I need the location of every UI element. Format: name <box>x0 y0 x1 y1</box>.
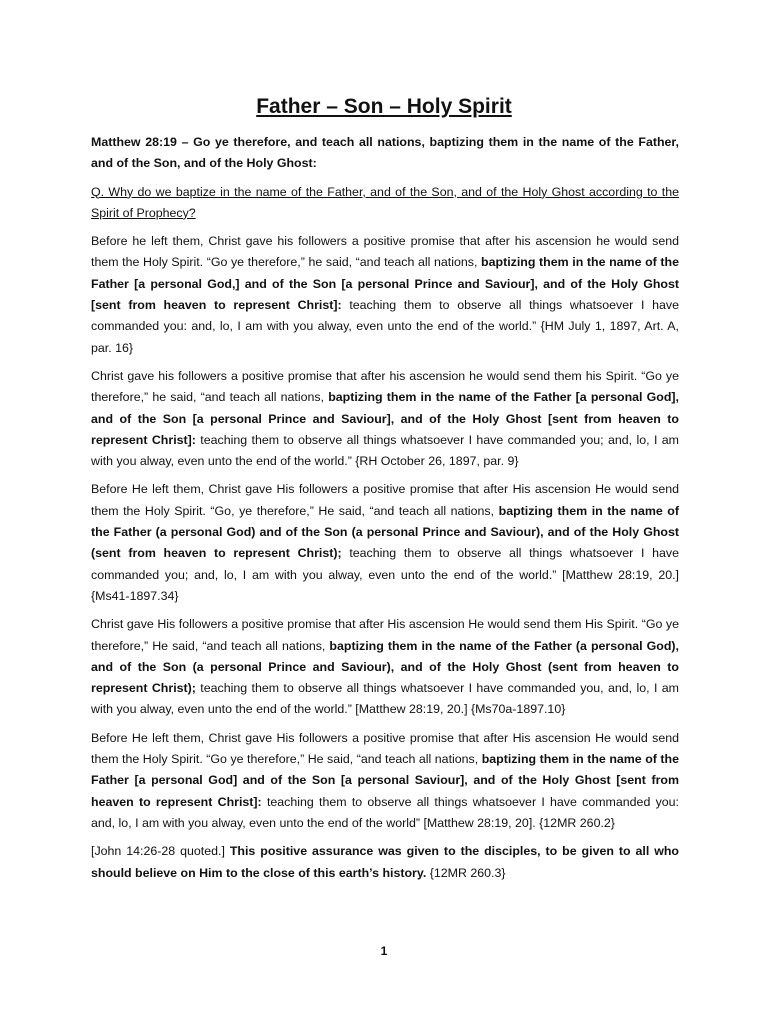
quote-paragraph-3 <box>91 479 679 607</box>
quote-emphasis: baptizing them in the name of the Father [a personal God,] and of the Son [a personal Prince and Saviour], and of the Holy Ghost [sent from heaven to represent Christ]: <box>91 255 679 313</box>
quote-emphasis: baptizing them in the name of the Father (a personal God) and of the Son (a personal Prince and Saviour), and of the Holy Ghost (sent from heaven to represent Christ); <box>91 503 679 561</box>
quote-paragraph-1 <box>91 231 679 359</box>
quote-text: Before He left them, Christ gave His followers a positive promise that after His ascension He would send them the Holy Spirit. “Go, ye therefore,” He said, “and teach all nations, <box>91 482 679 518</box>
quote-text: [John 14:26-28 quoted.] <box>91 844 230 859</box>
quote-text: teaching them to observe all things whatsoever I have commanded you; and, lo, I am with you alway, even unto the end of the world.” {RH October 26, 1897, par. 9} <box>91 432 679 469</box>
quote-emphasis: This positive assurance was given to the disciples, to be given to all who should believe on Him to the close of this earth’s history. <box>91 844 679 880</box>
quote-text: teaching them to observe all things whatsoever I have commanded you: and, lo, I am with you alway, even unto the end of the world.” {HM July 1, 1897, Art. A, par. 16} <box>91 298 679 355</box>
quote-text: {12MR 260.3} <box>426 865 506 880</box>
page-title: Father – Son – Holy Spirit <box>256 95 512 118</box>
quote-paragraph-6 <box>91 841 679 884</box>
scripture-verse: Matthew 28:19 – Go ye therefore, and teach all nations, baptizing them in the name of the Father, and of the Son, and of the Holy Ghost: <box>91 135 679 171</box>
quote-paragraph-2 <box>91 366 679 472</box>
quote-text: teaching them to observe all things whatsoever I have commanded you: and, lo, I am with you alway, even unto the end of the world” [Matthew 28:19, 20]. {12MR 260.2} <box>91 794 680 830</box>
quote-paragraph-4 <box>91 614 679 720</box>
quote-text: Christ gave his followers a positive promise that after his ascension he would send them his Spirit. “Go ye therefore,” he said, “and teach all nations, <box>91 368 679 405</box>
quote-emphasis: baptizing them in the name of the Father [a personal God] and of the Son [a personal Saviour], and of the Holy Ghost [sent from heaven to represent Christ]: <box>91 752 679 809</box>
document-body <box>91 132 679 891</box>
quote-emphasis: baptizing them in the name of the Father (a personal God), and of the Son (a personal Prince and Saviour), and of the Holy Ghost (sent from heaven to represent Christ); <box>91 638 679 696</box>
quote-text: Christ gave His followers a positive promise that after His ascension He would send them His Spirit. “Go ye therefore,” He said, “and teach all nations, <box>91 617 679 653</box>
quote-text: teaching them to observe all things whatsoever I have commanded you, and, lo, I am with you alway, even unto the end of the world.” [Matthew 28:19, 20.] {Ms70a-1897.10} <box>91 681 679 717</box>
page-number: 1 <box>380 944 388 958</box>
quote-text: Before he left them, Christ gave his followers a positive promise that after his ascension he would send them the Holy Spirit. “Go ye therefore,” he said, “and teach all nations, <box>91 234 679 270</box>
quote-paragraph-5 <box>91 728 679 834</box>
quote-text: teaching them to observe all things whatsoever I have commanded you; and, lo, I am with you alway, even unto the end of the world.” [Matthew 28:19, 20.] {Ms41-1897.34} <box>91 546 679 603</box>
study-question: Q. Why do we baptize in the name of the Father, and of the Son, and of the Holy Ghost according to the Spirit of Prophecy? <box>91 184 679 220</box>
quote-emphasis: baptizing them in the name of the Father [a personal God], and of the Son [a personal Prince and Saviour], and of the Holy Ghost [sent from heaven to represent Christ]: <box>91 390 679 447</box>
quote-text: Before He left them, Christ gave His followers a positive promise that after His ascension He would send them the Holy Spirit. “Go ye therefore,” He said, “and teach all nations, <box>91 730 679 767</box>
